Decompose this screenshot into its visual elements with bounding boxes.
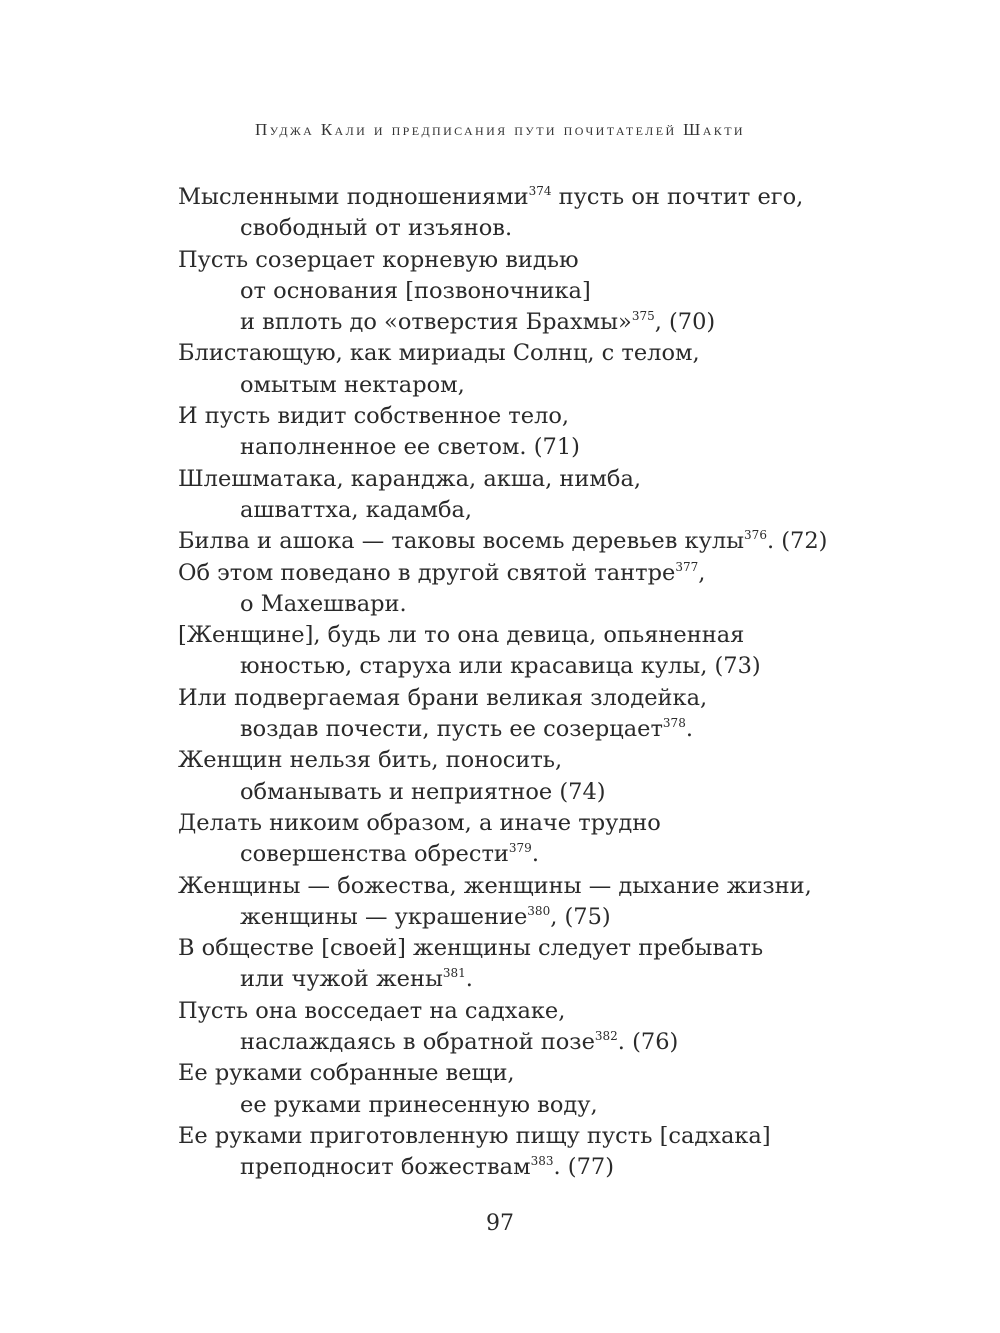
verse-text: совершенства обрести xyxy=(240,841,509,868)
verse-line xyxy=(178,526,898,557)
verse-text-tail: . xyxy=(685,716,693,743)
verse-line xyxy=(178,1058,898,1089)
verse-line xyxy=(178,1121,898,1152)
verse-text: Об этом поведано в другой святой тантре xyxy=(178,559,676,586)
verse-line xyxy=(178,933,898,964)
verse-text-tail: . xyxy=(531,841,539,868)
footnote-marker: 380 xyxy=(527,903,551,918)
verse-text: Билва и ашока — таковы восемь деревьев кулы xyxy=(178,528,745,555)
verse-line xyxy=(178,558,898,589)
running-head: Пуджа Кали и предписания пути почитателей Шакти xyxy=(255,120,745,139)
verse-line xyxy=(178,1027,898,1058)
verse-text-tail: . (77) xyxy=(553,1154,614,1181)
verse-text: женщины — украшение xyxy=(240,903,528,930)
verse-text: Мысленными подношениями xyxy=(178,184,529,210)
verse-text: Шлешматака, каранджа, акша, нимба, xyxy=(178,465,642,492)
footnote-marker: 374 xyxy=(528,184,552,198)
verse-text-tail: . (72) xyxy=(766,528,828,555)
verse-text: В обществе [своей] женщины следует пребывать xyxy=(178,935,764,962)
verse-text-tail: , (70) xyxy=(654,309,716,336)
verse-text-tail: . (76) xyxy=(617,1029,679,1056)
verse-line xyxy=(178,495,898,526)
verse-text-tail: , xyxy=(698,559,706,586)
verse-line xyxy=(178,745,898,776)
verse-text: Ее руками собранные вещи, xyxy=(178,1060,515,1087)
verse-text: о Махешвари. xyxy=(240,590,407,617)
verse-line xyxy=(178,996,898,1027)
footnote-marker: 376 xyxy=(744,528,767,543)
verse-text: и вплоть до «отверстия Брахмы» xyxy=(240,309,632,336)
verse-line xyxy=(178,871,898,902)
verse-text: Пусть она восседает на садхаке, xyxy=(178,997,566,1024)
verse-line xyxy=(178,1090,898,1121)
verse-text-tail: пусть он почтит его, xyxy=(551,184,804,210)
verse-text: от основания [позвоночника] xyxy=(240,277,591,304)
footnote-marker: 378 xyxy=(662,716,686,731)
footnote-marker: 383 xyxy=(530,1154,554,1169)
verse-text: омытым нектаром, xyxy=(240,371,465,398)
footnote-marker: 377 xyxy=(675,559,699,574)
verse-line xyxy=(178,1152,898,1183)
verse-text: [Женщине], будь ли то она девица, опьяненная xyxy=(178,622,745,649)
footnote-marker: 382 xyxy=(594,1029,618,1044)
verse-line xyxy=(178,370,898,401)
verse-text: или чужой жены xyxy=(240,966,443,993)
verse-line xyxy=(178,276,898,307)
verse-line xyxy=(178,808,898,839)
verse-line xyxy=(178,401,898,432)
verse-text: Или подвергаемая брани великая злодейка, xyxy=(178,684,708,711)
verse-text: Женщин нельзя бить, поносить, xyxy=(178,747,563,774)
verse-line xyxy=(178,902,898,933)
footnote-marker: 379 xyxy=(508,841,532,856)
verse-text: Делать никоим образом, а иначе трудно xyxy=(178,809,661,836)
verse-line xyxy=(178,432,898,463)
verse-text: воздав почести, пусть ее созерцает xyxy=(240,716,663,743)
verse-line xyxy=(178,338,898,369)
verse-text: ее руками принесенную воду, xyxy=(240,1091,598,1118)
verse-line xyxy=(178,589,898,620)
verse-text: свободный от изъянов. xyxy=(240,215,513,242)
verse-line xyxy=(178,464,898,495)
verse-line xyxy=(178,839,898,870)
verse-line xyxy=(178,182,898,213)
verse-text: Женщины — божества, женщины — дыхание жизни, xyxy=(178,872,812,899)
verse-line xyxy=(178,620,898,651)
verse-text: Блистающую, как мириады Солнц, с телом, xyxy=(178,340,700,367)
verse-text: наслаждаясь в обратной позе xyxy=(240,1029,595,1056)
verse-text: обманывать и неприятное (74) xyxy=(240,778,606,805)
verse-line xyxy=(178,683,898,714)
verse-line xyxy=(178,307,898,338)
verse-text-tail: . xyxy=(465,966,473,993)
verse-line xyxy=(178,964,898,995)
verse-line xyxy=(178,245,898,276)
verse-text: Пусть созерцает корневую видью xyxy=(178,246,579,273)
verse-text: преподносит божествам xyxy=(240,1154,531,1181)
poem-body xyxy=(178,182,898,1184)
footnote-marker: 375 xyxy=(631,309,655,324)
footnote-marker: 381 xyxy=(442,966,466,981)
verse-line xyxy=(178,714,898,745)
verse-text: ашваттха, кадамба, xyxy=(240,496,473,523)
verse-text: И пусть видит собственное тело, xyxy=(178,403,570,430)
verse-text: Ее руками приготовленную пищу пусть [садхака] xyxy=(178,1122,771,1149)
verse-text: наполненное ее светом. (71) xyxy=(240,434,580,461)
verse-line xyxy=(178,651,898,682)
page-number: 97 xyxy=(486,1211,514,1236)
verse-line xyxy=(178,777,898,808)
verse-text: юностью, старуха или красавица кулы, (73) xyxy=(240,653,761,680)
verse-text-tail: , (75) xyxy=(550,903,611,930)
verse-line xyxy=(178,213,898,244)
